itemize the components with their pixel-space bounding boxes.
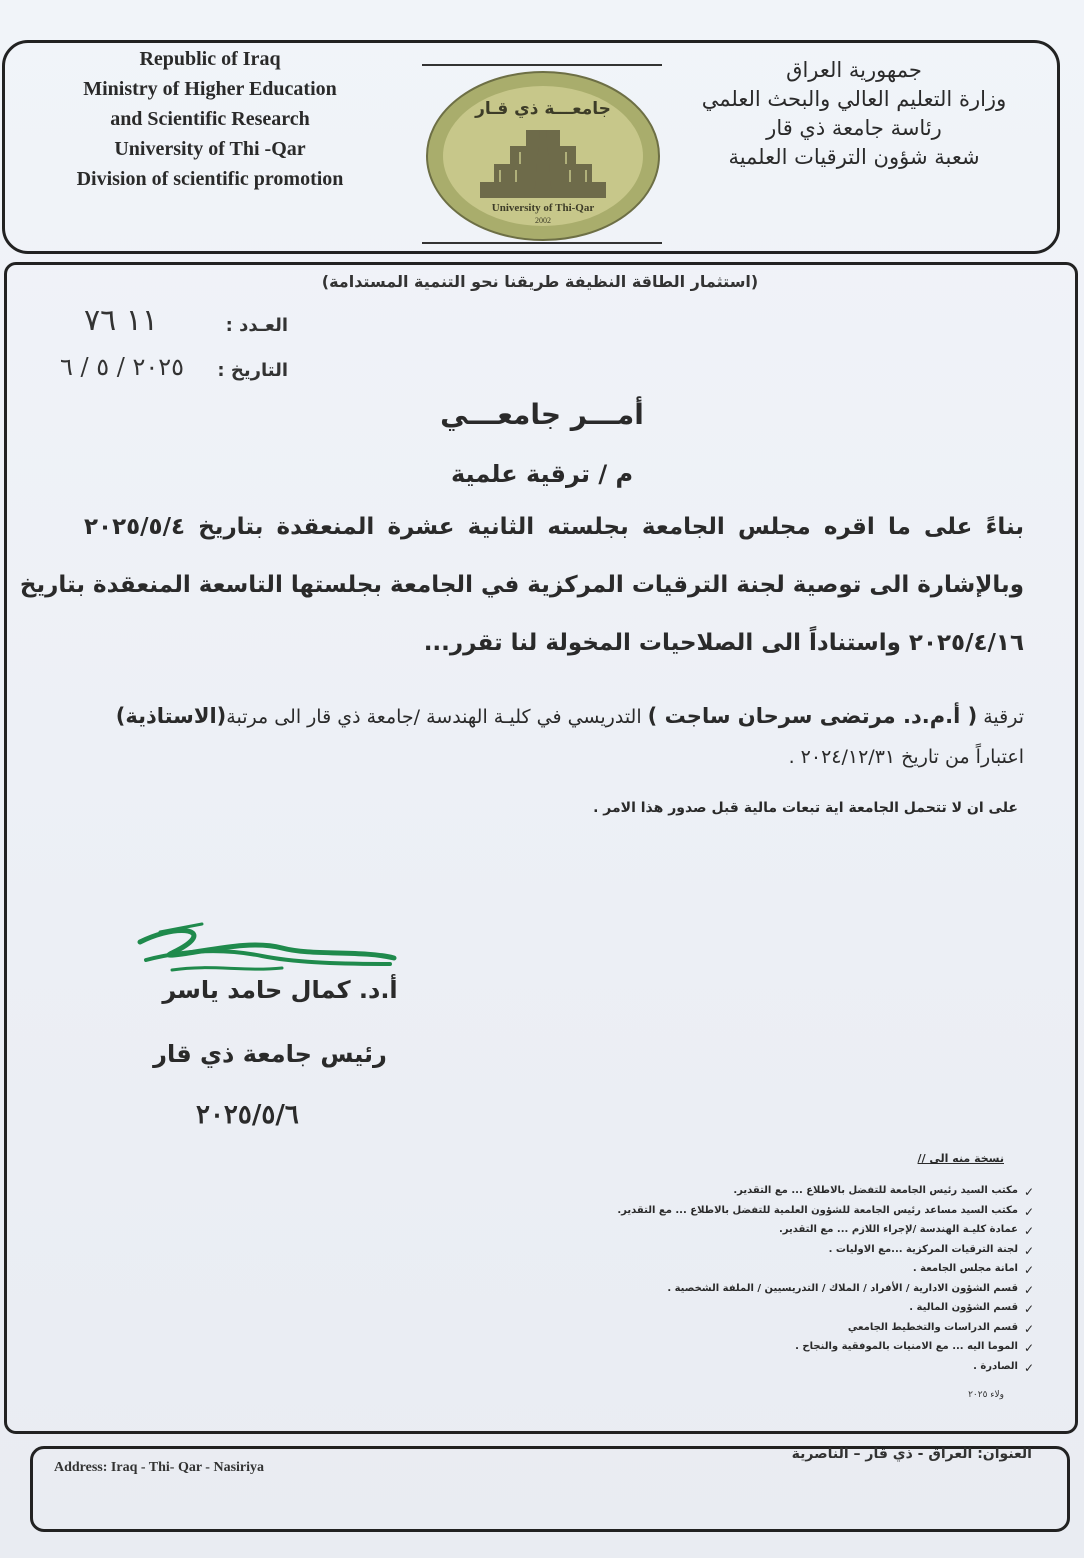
check-icon: ✓ <box>1023 1360 1035 1375</box>
promotion-prefix: ترقية <box>983 706 1024 728</box>
letterhead-en-line: Republic of Iraq <box>139 48 281 70</box>
copies-list <box>480 1185 1040 1380</box>
copy-recipient-text: مكتب السيد رئيس الجامعة للتفضل بالاطلاع ... مع التقدير. <box>733 1185 1018 1196</box>
order-title: أمـــر جامعـــي <box>440 398 644 431</box>
check-icon: ✓ <box>1023 1302 1035 1316</box>
copy-recipient-text: لجنة الترقيات المركزية ...مع الاوليات . <box>828 1243 1018 1255</box>
copy-recipient <box>480 1361 1040 1381</box>
copy-recipient <box>480 1185 1040 1205</box>
document-number-value: ١١ ٧٦ <box>84 303 159 338</box>
copy-recipient <box>480 1302 1040 1322</box>
letterhead-ar-line: وزارة التعليم العالي والبحث العلمي <box>701 87 1007 111</box>
copy-recipient <box>480 1263 1040 1283</box>
copy-recipient-text: قسم الشؤون المالية . <box>909 1302 1018 1313</box>
copy-recipient-text: الموما اليه ... مع الامنيات بالموفقية والنجاح . <box>795 1341 1018 1352</box>
letterhead-english <box>40 44 380 194</box>
check-icon: ✓ <box>1023 1185 1035 1199</box>
letterhead-en-line: Ministry of Higher Education <box>83 78 337 100</box>
order-paragraph-line: بناءً على ما اقره مجلس الجامعة بجلسته الثانية عشرة المنعقدة بتاريخ ٢٠٢٥/٥/٤ <box>84 514 1024 540</box>
copy-recipient-text: قسم الدراسات والتخطيط الجامعي <box>847 1321 1018 1333</box>
copy-recipient <box>480 1283 1040 1303</box>
promotion-rank: (الاستاذية) <box>115 704 227 728</box>
copy-recipient <box>480 1224 1040 1244</box>
check-icon: ✓ <box>1023 1224 1035 1238</box>
logo-english-name: University of Thi-Qar <box>491 202 595 214</box>
document-date-value: ٢٠٢٥ / ٥ / ٦ <box>60 353 185 381</box>
check-icon: ✓ <box>1023 1341 1035 1355</box>
promotion-effective-date: اعتباراً من تاريخ ٢٠٢٤/١٢/٣١ . <box>788 746 1024 768</box>
order-paragraph-line: ٢٠٢٥/٤/١٦ واستناداً الى الصلاحيات المخولة لنا تقرر... <box>423 630 1024 656</box>
copy-recipient-text: عمادة كليـة الهندسة /لإجراء اللازم ... مع التقدير. <box>778 1224 1018 1235</box>
copy-recipient-text: امانة مجلس الجامعة . <box>912 1263 1018 1274</box>
copy-recipient <box>480 1341 1040 1361</box>
document-number-label: العـدد : <box>225 315 288 336</box>
signatory-title: رئيس جامعة ذي قار <box>153 1040 387 1068</box>
letterhead-arabic <box>674 56 1034 172</box>
copy-recipient-text: الصادرة . <box>973 1360 1018 1372</box>
document-date-label: التاريخ : <box>217 360 288 381</box>
promotion-details: التدريسي في كليـة الهندسة /جامعة ذي قار الى مرتبة <box>226 706 642 728</box>
letterhead-ar-line: رئاسة جامعة ذي قار <box>766 116 942 140</box>
check-icon: ✓ <box>1023 1243 1035 1258</box>
copy-recipient-text: مكتب السيد مساعد رئيس الجامعة للشؤون العلمية للتفضل بالاطلاع ... مع التقدير. <box>617 1204 1018 1216</box>
footer-address-english: Address: Iraq - Thi- Qar - Nasiriya <box>54 1460 265 1475</box>
letterhead-en-line: and Scientific Research <box>110 108 310 130</box>
financial-note: على ان لا تتحمل الجامعة اية تبعات مالية قبل صدور هذا الامر . <box>593 800 1018 816</box>
copy-recipient <box>480 1244 1040 1264</box>
check-icon: ✓ <box>1023 1263 1035 1277</box>
footer-address-arabic: العنوان: العراق - ذي قار – الناصرية <box>791 1446 1032 1462</box>
slogan: (استثمار الطاقة النظيفة طريقنا نحو التنمية المستدامة) <box>321 272 759 291</box>
copies-heading: نسخة منه الى // <box>917 1152 1004 1165</box>
promotion-line <box>68 704 1024 728</box>
order-paragraph-line: وبالإشارة الى توصية لجنة الترقيات المركزية في الجامعة بجلستها التاسعة المنعقدة بتاريخ <box>19 572 1024 598</box>
letterhead-en-line: University of Thi -Qar <box>114 138 306 160</box>
letterhead-ar-line: جمهورية العراق <box>786 58 922 82</box>
copy-recipient <box>480 1205 1040 1225</box>
logo-year: 2002 <box>535 216 551 225</box>
logo-bottom-rule <box>422 242 662 244</box>
order-subject: م / ترقية علمية <box>450 460 634 488</box>
check-icon: ✓ <box>1023 1282 1035 1297</box>
check-icon: ✓ <box>1023 1204 1035 1219</box>
copy-recipient-text: قسم الشؤون الادارية / الأفراد / الملاك / التدريسيين / الملفة الشخصية . <box>667 1282 1018 1294</box>
signatory-name: أ.د. كمال حامد ياسر <box>162 976 398 1004</box>
check-icon: ✓ <box>1023 1321 1035 1336</box>
logo-arabic-name: جامعـــة ذي قـار <box>475 99 611 119</box>
copy-recipient <box>480 1322 1040 1342</box>
typist-reference: ولاء ٢٠٢٥ <box>968 1390 1004 1400</box>
letterhead-ar-line: شعبة شؤون الترقيات العلمية <box>728 145 980 169</box>
logo-top-rule <box>422 64 662 66</box>
signature-date: ٢٠٢٥/٥/٦ <box>196 1100 299 1130</box>
university-logo-icon <box>424 70 662 242</box>
letterhead-en-line: Division of scientific promotion <box>76 168 344 190</box>
promoted-person-name: ( أ.م.د. مرتضى سرحان ساجت ) <box>647 704 978 728</box>
